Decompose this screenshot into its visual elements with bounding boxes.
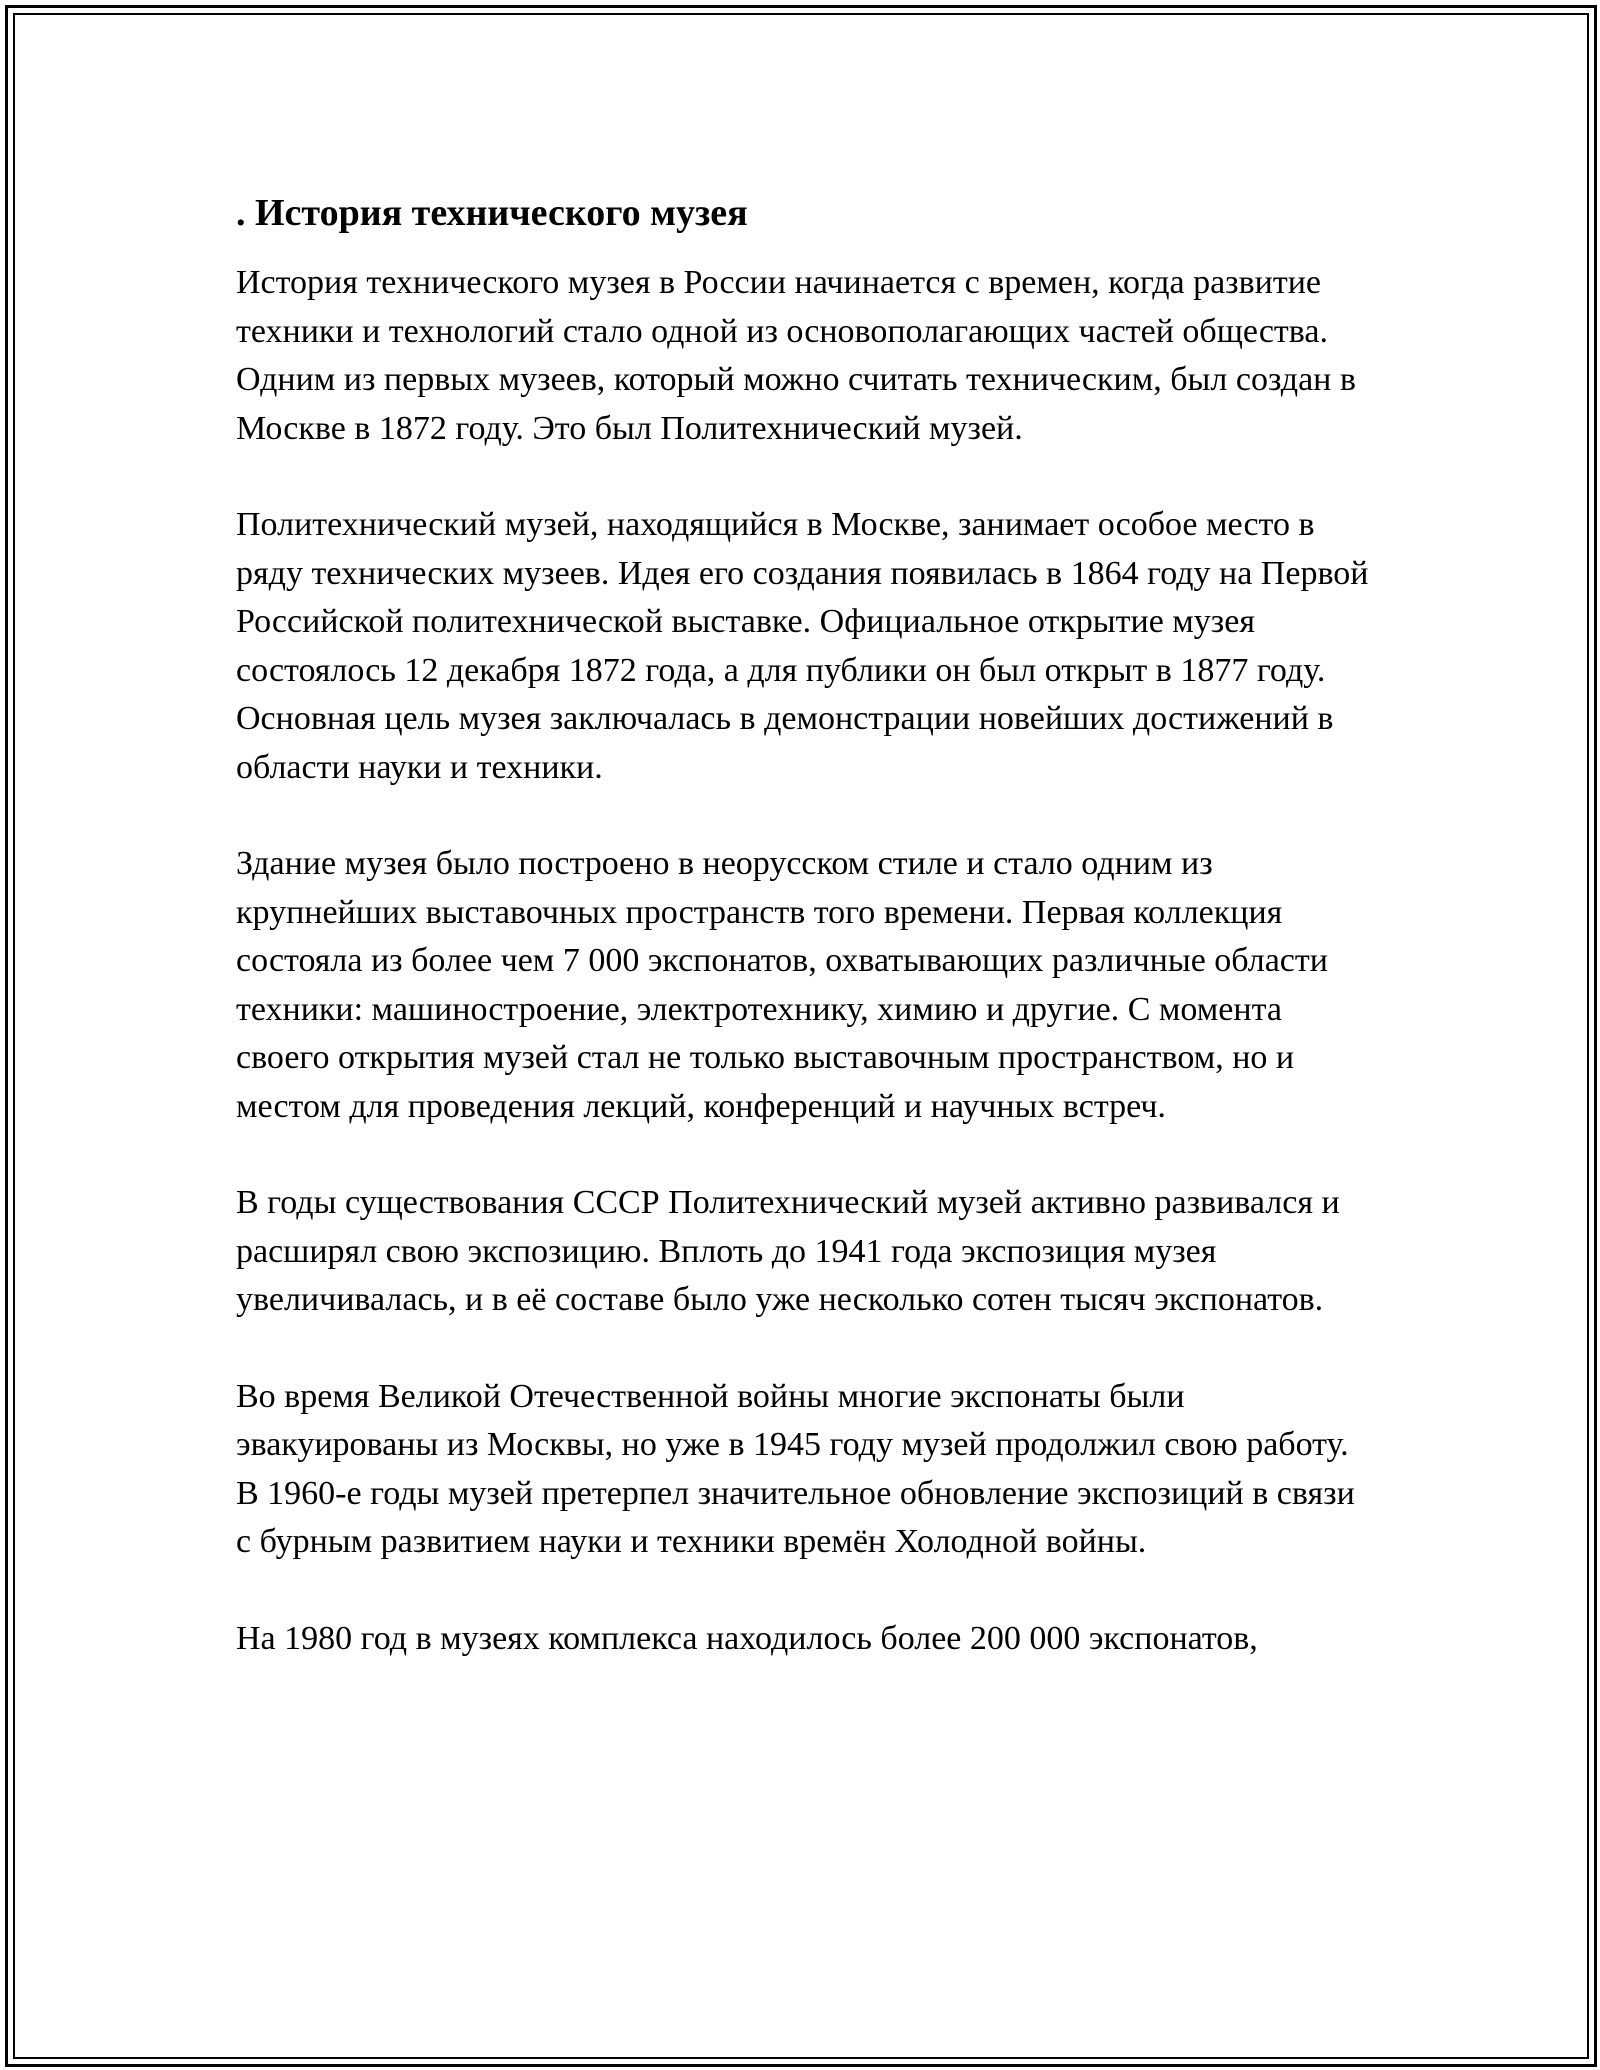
document-body [236,185,1376,1711]
paragraph-6: На 1980 год в музеях комплекса находилось более 200 000 экспонатов, [236,1619,1258,1657]
section-heading: . История технического музея [236,192,748,234]
paragraph-2: Политехнический музей, находящийся в Москве, занимает особое место в ряду технических музеев. Идея его создания появилась в 1864 году на Первой Российской политехнической выставке. Официальное открытие музея состоялось 12 декабря 1872 года, а для публики он был открыт в 1877 году. Основная цель музея заключалась в демонстрации новейших достижений в области науки и техники. [236,506,1369,786]
paragraph-3: Здание музея было построено в неорусском стиле и стало одним из крупнейших выставочных пространств того времени. Первая коллекция состояла из более чем 7 000 экспонатов, охватывающих различные области техники: машиностроение, электротехнику, химию и другие. С момента своего открытия музей стал не только выставочным пространством, но и местом для проведения лекций, конференций и научных встреч. [236,845,1328,1125]
paragraph-5: Во время Великой Отечественной войны многие экспонаты были эвакуированы из Москвы, но уже в 1945 году музей продолжил свою работу. В 1960-е годы музей претерпел значительное обновление экспозиций в связи с бурным развитием науки и техники времён Холодной войны. [236,1377,1355,1560]
paragraph-4: В годы существования СССР Политехнический музей активно развивался и расширял свою экспозицию. Вплоть до 1941 года экспозиция музея увеличивалась, и в её составе было уже несколько сотен тысяч экспонатов. [236,1184,1340,1318]
paragraph-1: История технического музея в России начинается с времен, когда развитие техники и технологий стало одной из основополагающих частей общества. Одним из первых музеев, который можно считать техническим, был создан в Москве в 1872 году. Это был Политехнический музей. [236,264,1356,447]
